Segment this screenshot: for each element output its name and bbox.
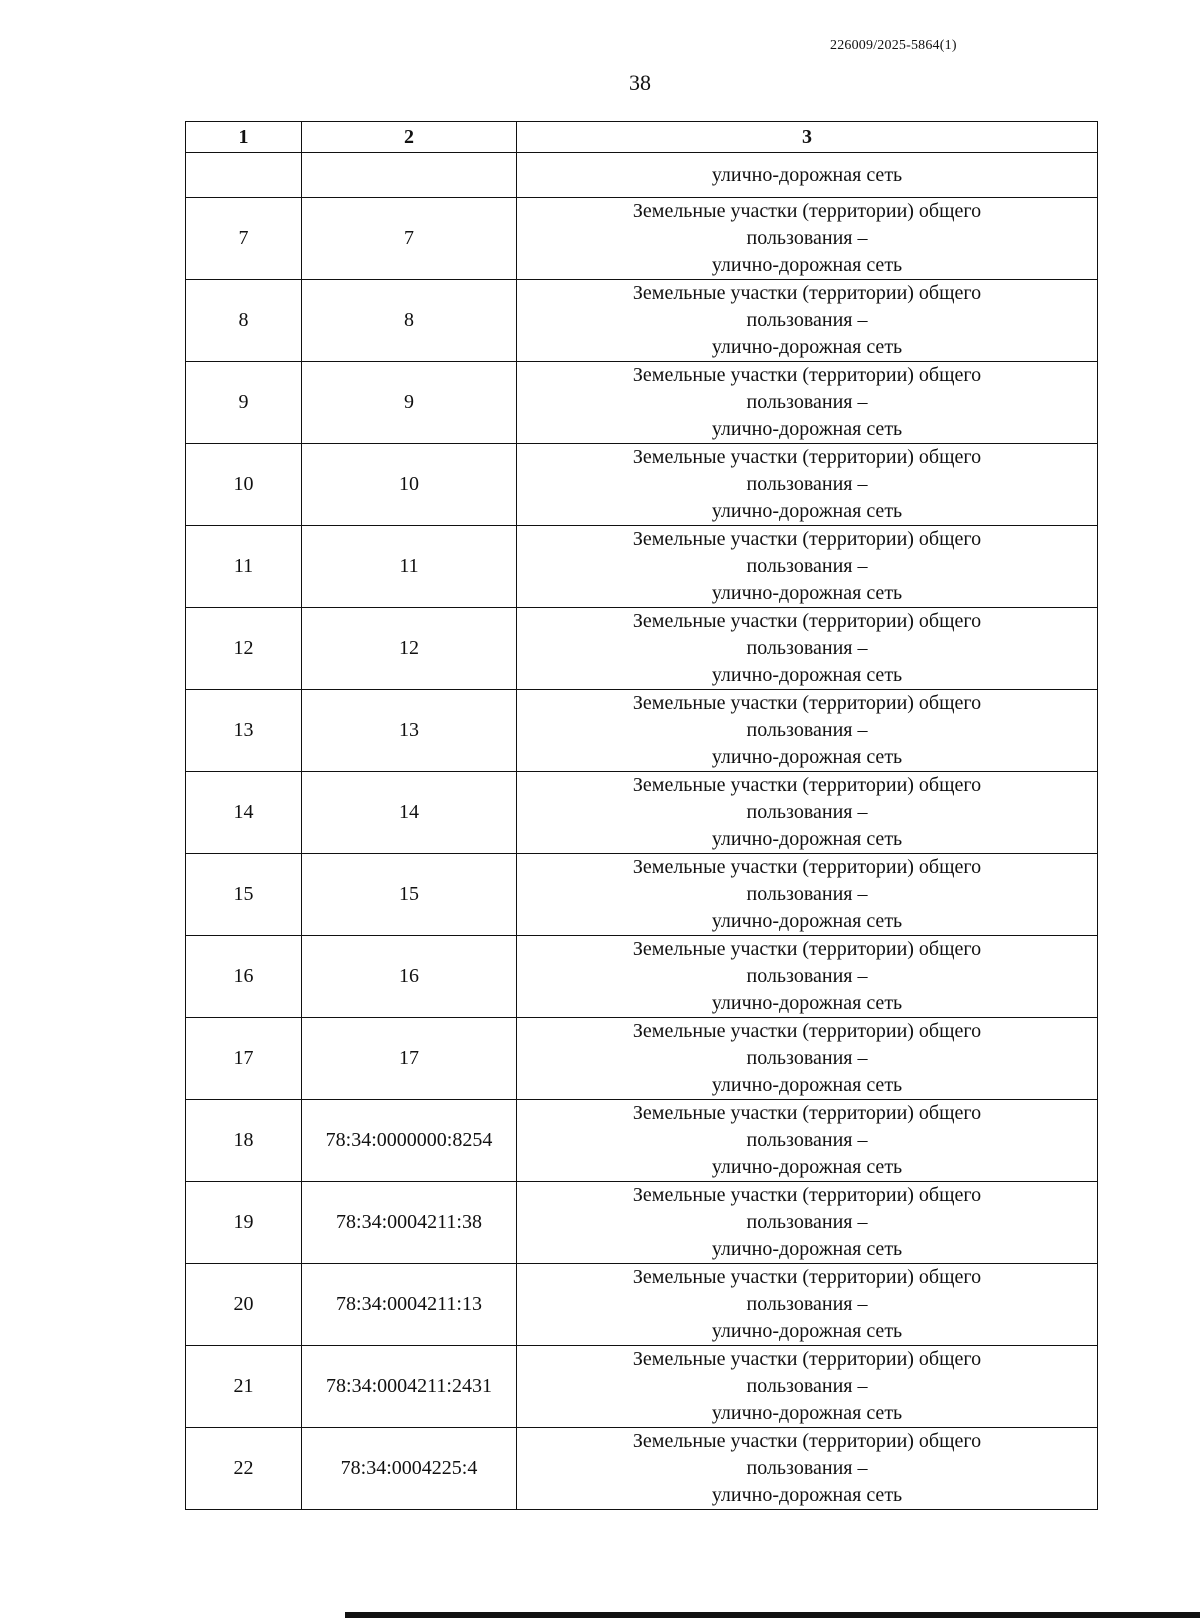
description-line: Земельные участки (территории) общего [632, 856, 982, 878]
table-row [186, 1428, 1098, 1510]
cell-cadastral: 10 [302, 444, 517, 526]
cell-description [517, 280, 1098, 362]
table-row [186, 1018, 1098, 1100]
description-line: Земельные участки (территории) общего [632, 938, 982, 960]
cell-description [517, 444, 1098, 526]
table-row [186, 362, 1098, 444]
description-line: Земельные участки (территории) общего [632, 528, 982, 550]
cell-number: 18 [186, 1100, 302, 1182]
description-line: пользования – [746, 1293, 868, 1315]
description-line: пользования – [746, 309, 868, 331]
table-body [186, 153, 1098, 1510]
land-plots-table [185, 121, 1098, 1510]
description-line: пользования – [746, 1047, 868, 1069]
table-row [186, 936, 1098, 1018]
cell-cadastral: 78:34:0000000:8254 [302, 1100, 517, 1182]
cell-description [517, 772, 1098, 854]
table-row [186, 690, 1098, 772]
description-line: пользования – [746, 1375, 868, 1397]
description-line: улично-дорожная сеть [711, 254, 903, 276]
description-line: Земельные участки (территории) общего [632, 1348, 982, 1370]
cell-description [517, 1018, 1098, 1100]
table-row [186, 280, 1098, 362]
description-line: улично-дорожная сеть [711, 910, 903, 932]
cell-cadastral [302, 153, 517, 198]
description-line: пользования – [746, 391, 868, 413]
description-line: улично-дорожная сеть [711, 582, 903, 604]
cell-number [186, 153, 302, 198]
description-line: пользования – [746, 883, 868, 905]
description-line: улично-дорожная сеть [711, 1156, 903, 1178]
cell-number: 15 [186, 854, 302, 936]
cell-description [517, 198, 1098, 280]
description-line: пользования – [746, 1129, 868, 1151]
cell-description [517, 690, 1098, 772]
description-line: пользования – [746, 637, 868, 659]
description-line: Земельные участки (территории) общего [632, 364, 982, 386]
cell-description [517, 936, 1098, 1018]
scan-edge-line [345, 1612, 1200, 1618]
cell-description [517, 1100, 1098, 1182]
cell-description [517, 1182, 1098, 1264]
description-line: улично-дорожная сеть [711, 828, 903, 850]
description-line: Земельные участки (территории) общего [632, 1266, 982, 1288]
table-row [186, 198, 1098, 280]
table-row [186, 854, 1098, 936]
table-row [186, 1264, 1098, 1346]
table-row [186, 1100, 1098, 1182]
cell-number: 9 [186, 362, 302, 444]
cell-cadastral: 78:34:0004211:38 [302, 1182, 517, 1264]
description-line: Земельные участки (территории) общего [632, 610, 982, 632]
description-line: улично-дорожная сеть [711, 1484, 903, 1506]
table-row [186, 1182, 1098, 1264]
cell-cadastral: 78:34:0004211:2431 [302, 1346, 517, 1428]
cell-number: 7 [186, 198, 302, 280]
document-number: 226009/2025-5864(1) [830, 38, 957, 53]
cell-description [517, 608, 1098, 690]
cell-number: 13 [186, 690, 302, 772]
cell-number: 19 [186, 1182, 302, 1264]
description-line: Земельные участки (территории) общего [632, 692, 982, 714]
cell-cadastral: 78:34:0004211:13 [302, 1264, 517, 1346]
description-line: улично-дорожная сеть [711, 1402, 903, 1424]
cell-number: 20 [186, 1264, 302, 1346]
cell-cadastral: 8 [302, 280, 517, 362]
description-line: Земельные участки (территории) общего [632, 1184, 982, 1206]
table-header-row [186, 122, 1098, 153]
description-line: улично-дорожная сеть [711, 336, 903, 358]
table-row-continuation [186, 153, 1098, 198]
cell-cadastral: 12 [302, 608, 517, 690]
description-line: Земельные участки (территории) общего [632, 1020, 982, 1042]
cell-description [517, 526, 1098, 608]
description-line: пользования – [746, 801, 868, 823]
description-line: улично-дорожная сеть [711, 500, 903, 522]
column-header-3: 3 [517, 122, 1098, 153]
cell-cadastral: 7 [302, 198, 517, 280]
cell-cadastral: 13 [302, 690, 517, 772]
cell-cadastral: 15 [302, 854, 517, 936]
table-row [186, 1346, 1098, 1428]
description-line: Земельные участки (территории) общего [632, 774, 982, 796]
description-line: улично-дорожная сеть [711, 992, 903, 1014]
cell-number: 11 [186, 526, 302, 608]
cell-number: 17 [186, 1018, 302, 1100]
description-line: Земельные участки (территории) общего [632, 1102, 982, 1124]
table-row [186, 608, 1098, 690]
description-line: улично-дорожная сеть [711, 1074, 903, 1096]
cell-cadastral: 9 [302, 362, 517, 444]
description-line: пользования – [746, 1457, 868, 1479]
cell-cadastral: 14 [302, 772, 517, 854]
cell-number: 22 [186, 1428, 302, 1510]
table-row [186, 526, 1098, 608]
cell-description [517, 1346, 1098, 1428]
cell-description [517, 1264, 1098, 1346]
cell-description [517, 1428, 1098, 1510]
description-line: улично-дорожная сеть [711, 664, 903, 686]
description-line: Земельные участки (территории) общего [632, 1430, 982, 1452]
table-row [186, 772, 1098, 854]
cell-cadastral: 16 [302, 936, 517, 1018]
cell-number: 21 [186, 1346, 302, 1428]
page-number: 38 [629, 70, 651, 95]
description-line: улично-дорожная сеть [711, 1320, 903, 1342]
cell-description [517, 362, 1098, 444]
description-line: пользования – [746, 473, 868, 495]
column-header-2: 2 [302, 122, 517, 153]
description-line: пользования – [746, 555, 868, 577]
table-row [186, 444, 1098, 526]
cell-number: 14 [186, 772, 302, 854]
description-line: Земельные участки (территории) общего [632, 200, 982, 222]
description-line: Земельные участки (территории) общего [632, 282, 982, 304]
cell-number: 10 [186, 444, 302, 526]
cell-number: 16 [186, 936, 302, 1018]
cell-cadastral: 11 [302, 526, 517, 608]
cell-description [517, 854, 1098, 936]
description-line: улично-дорожная сеть [711, 1238, 903, 1260]
description-line: улично-дорожная сеть [711, 746, 903, 768]
description-line: пользования – [746, 719, 868, 741]
description-line: пользования – [746, 1211, 868, 1233]
description-line: улично-дорожная сеть [711, 418, 903, 440]
cell-cadastral: 17 [302, 1018, 517, 1100]
cell-cadastral: 78:34:0004225:4 [302, 1428, 517, 1510]
cell-number: 8 [186, 280, 302, 362]
description-line: пользования – [746, 965, 868, 987]
cell-number: 12 [186, 608, 302, 690]
column-header-1: 1 [186, 122, 302, 153]
description-line: Земельные участки (территории) общего [632, 446, 982, 468]
cell-description: улично-дорожная сеть [517, 153, 1098, 198]
description-line: пользования – [746, 227, 868, 249]
